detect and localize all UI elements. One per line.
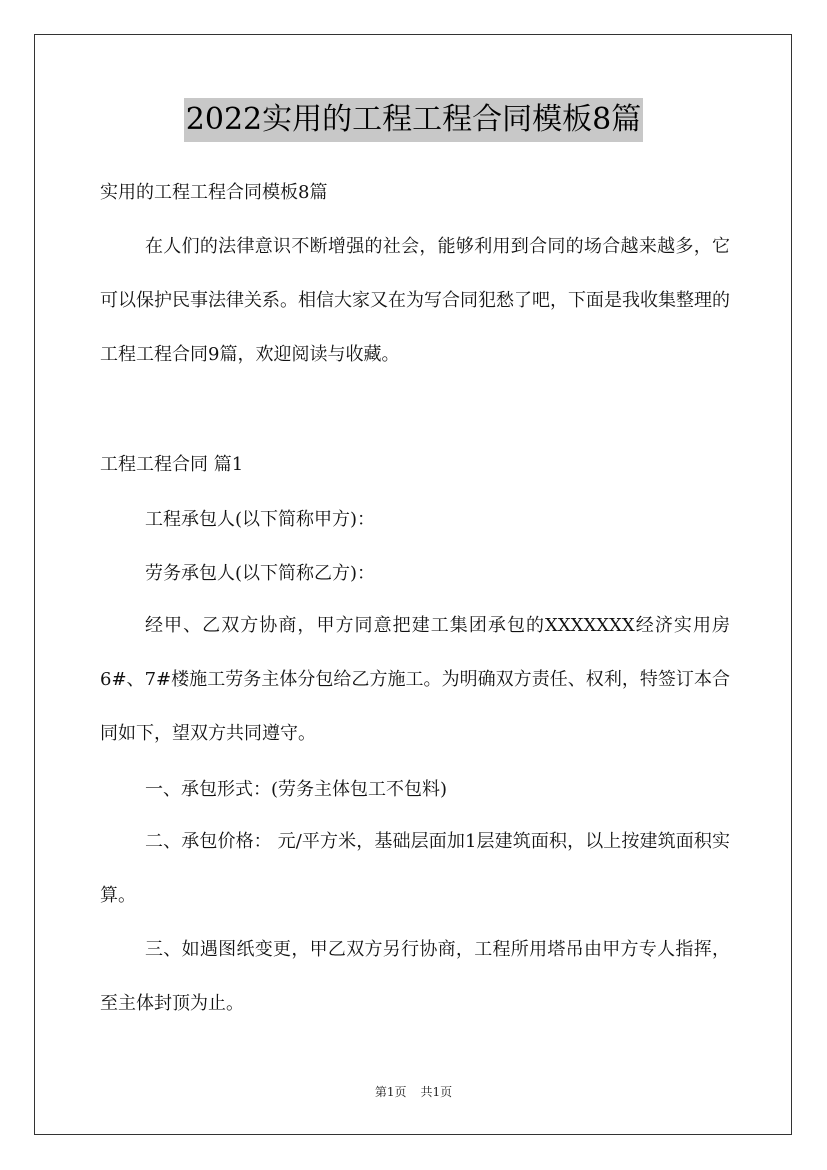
- title-wrap: [0, 98, 827, 142]
- total-pages: 共1页: [420, 1085, 453, 1099]
- document-title: 2022实用的工程工程合同模板8篇: [184, 98, 643, 142]
- party-b-line: 劳务承包人(以下简称乙方)：: [145, 563, 376, 584]
- document-subtitle: 实用的工程工程合同模板8篇: [100, 182, 328, 203]
- party-a-line: 工程承包人(以下简称甲方)：: [145, 509, 376, 530]
- clause-2: 二、承包价格： 元/平方米，基础层面加1层建筑面积，以上按建筑面积实算。: [100, 831, 730, 906]
- page-number: 第1页: [374, 1085, 407, 1099]
- clause-3: 三、如遇图纸变更，甲乙双方另行协商，工程所用塔吊由甲方专人指挥，至主体封顶为止。: [100, 939, 730, 1014]
- section-heading: 工程工程合同 篇1: [100, 454, 244, 475]
- page-footer: [0, 1084, 827, 1100]
- agreement-paragraph: 经甲、乙双方协商，甲方同意把建工集团承包的XXXXXXX经济实用房6#、7#楼施工劳务主体分包给乙方施工。为明确双方责任、权利，特签订本合同如下，望双方共同遵守。: [100, 615, 730, 744]
- intro-paragraph: 在人们的法律意识不断增强的社会，能够利用到合同的场合越来越多，它可以保护民事法律关系。相信大家又在为写合同犯愁了吧，下面是我收集整理的工程工程合同9篇，欢迎阅读与收藏。: [100, 236, 730, 365]
- clause-1: 一、承包形式：(劳务主体包工不包料): [145, 779, 448, 800]
